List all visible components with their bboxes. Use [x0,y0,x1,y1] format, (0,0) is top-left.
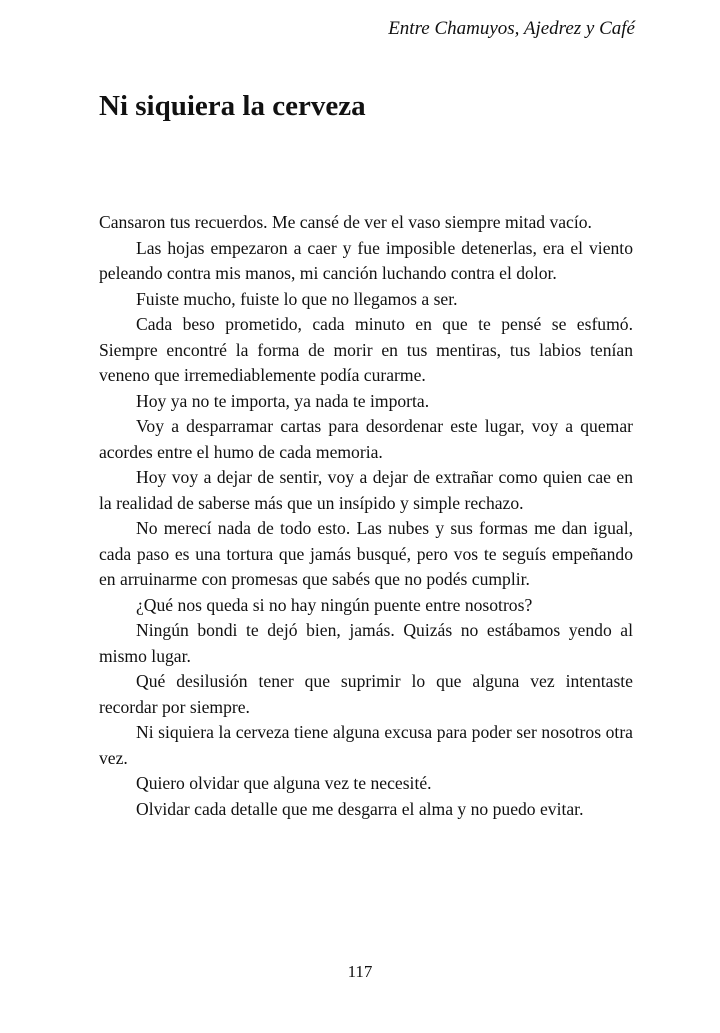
paragraph: Fuiste mucho, fuiste lo que no llegamos a ser. [136,288,458,309]
paragraph: Ningún bondi te dejó bien, jamás. Quizás no estábamos yendo al mismo lugar. [99,620,633,666]
paragraph: ¿Qué nos queda si no hay ningún puente entre nosotros? [136,594,533,615]
paragraph: Olvidar cada detalle que me desgarra el alma y no puedo evitar. [136,798,584,819]
chapter-title: Ni siquiera la cerveza [99,90,366,122]
body-text [99,210,633,822]
paragraph: Hoy voy a dejar de sentir, voy a dejar de extrañar como quien cae en la realidad de saberse más que un insípido y simple rechazo. [99,467,633,513]
paragraph: Qué desilusión tener que suprimir lo que alguna vez intentaste recordar por siempre. [99,671,633,717]
running-header: Entre Chamuyos, Ajedrez y Café [388,18,635,39]
paragraph: Cada beso prometido, cada minuto en que te pensé se esfumó. Siempre encontré la forma de morir en tus mentiras, tus labios tenían veneno que irremediablemente podía curarme. [99,314,633,385]
paragraph: Ni siquiera la cerveza tiene alguna excusa para poder ser nosotros otra vez. [99,722,633,768]
paragraph: Hoy ya no te importa, ya nada te importa. [136,390,430,411]
paragraph: Voy a desparramar cartas para desordenar este lugar, voy a quemar acordes entre el humo de cada memoria. [99,416,633,462]
page-number: 117 [347,962,373,981]
paragraph: No merecí nada de todo esto. Las nubes y sus formas me dan igual, cada paso es una tortura que jamás busqué, pero vos te seguís empeñando en arruinarme con promesas que sabés que no podés cumplir. [99,518,633,589]
paragraph: Las hojas empezaron a caer y fue imposible detenerlas, era el viento peleando contra mis manos, mi canción luchando contra el dolor. [99,237,633,283]
paragraph: Quiero olvidar que alguna vez te necesité. [136,773,432,793]
paragraph: Cansaron tus recuerdos. Me cansé de ver el vaso siempre mitad vacío. [99,212,592,232]
